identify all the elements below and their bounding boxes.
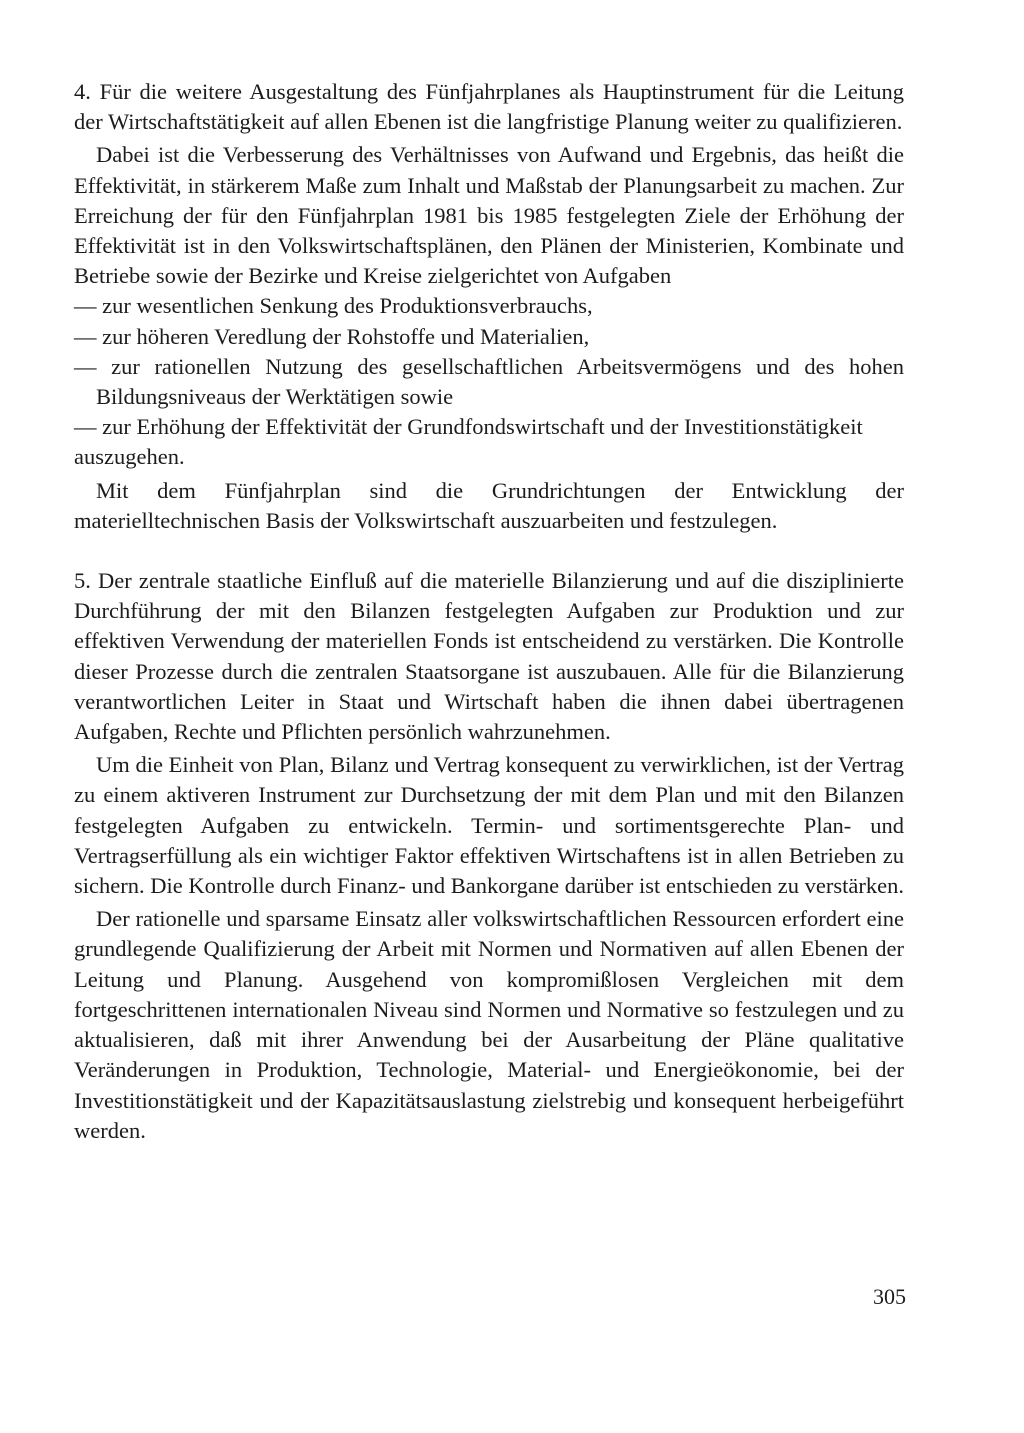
section-4-paragraph-3: Mit dem Fünfjahrplan sind die Grundrichtungen der Entwicklung der materielltechnischen Basis der Volkswirtschaft auszuarbeiten und festzulegen. — [74, 477, 904, 533]
list-item: — zur wesentlichen Senkung des Produktionsverbrauchs, — [74, 293, 593, 319]
list-item: — zur rationellen Nutzung des gesellschaftlichen Arbeitsvermögens und des hohen Bildungsniveaus der Werktätigen sowie — [74, 353, 904, 410]
section-4-list-closing: auszugehen. — [74, 444, 185, 470]
section-5-paragraph-2: Um die Einheit von Plan, Bilanz und Vertrag konsequent zu verwirklichen, ist der Vertrag zu einem aktiveren Instrument zur Durchsetzung der mit dem Plan und mit den Bilanzen festgelegten Aufgaben zu entwickeln. Termin- und sortimentsgerechte Plan- und Vertragserfüllung als ein wichtiger Faktor effektiven Wirtschaftens ist in allen Betrieben zu sichern. Die Kontrolle durch Finanz- und Bankorgane darüber ist entschieden zu verstärken. — [74, 752, 904, 899]
page-number: 305 — [873, 1284, 906, 1309]
section-5-paragraph-3: Der rationelle und sparsame Einsatz aller volkswirtschaftlichen Ressourcen erfordert eine grundlegende Qualifizierung der Arbeit mit Normen und Normativen auf allen Ebenen der Leitung und Planung. Ausgehend von kompromißlosen Vergleichen mit dem fortgeschrittenen internationalen Niveau sind Normen und Normative so festzulegen und zu aktualisieren, daß mit ihrer Anwendung bei der Ausarbeitung der Pläne qualitative Veränderungen in Produktion, Technologie, Material- und Energieökonomie, bei der Investitionstätigkeit und der Kapazitätsauslastung zielstrebig und konsequent herbeigeführt werden. — [74, 906, 904, 1143]
section-4-dash-list — [74, 291, 904, 442]
list-item: — zur höheren Veredlung der Rohstoffe und Materialien, — [74, 323, 590, 349]
list-item: — zur Erhöhung der Effektivität der Grundfondswirtschaft und der Investitionstätigkeit — [74, 414, 863, 440]
section-4-paragraph-1: 4. Für die weitere Ausgestaltung des Fünfjahrplanes als Hauptinstrument für die Leitung der Wirtschaftstätigkeit auf allen Ebenen ist die langfristige Planung weiter zu qualifizieren. — [74, 79, 904, 135]
document-page — [74, 77, 904, 1146]
section-5 — [74, 566, 904, 1146]
section-4-paragraph-2: Dabei ist die Verbesserung des Verhältnisses von Aufwand und Ergebnis, das heißt die Effektivität, in stärkerem Maße zum Inhalt und Maßstab der Planungsarbeit zu machen. Zur Erreichung der für den Fünfjahrplan 1981 bis 1985 festgelegten Ziele der Erhöhung der Effektivität ist in den Volkswirtschaftsplänen, den Plänen der Ministerien, Kombinate und Betriebe sowie der Bezirke und Kreise zielgerichtet von Aufgaben — [74, 142, 904, 289]
section-4 — [74, 77, 904, 536]
section-5-paragraph-1: 5. Der zentrale staatliche Einfluß auf die materielle Bilanzierung und auf die disziplinierte Durchführung der mit den Bilanzen festgelegten Aufgaben zur Produktion und zur effektiven Verwendung der materiellen Fonds ist entscheidend zu verstärken. Die Kontrolle dieser Prozesse durch die zentralen Staatsorgane ist auszubauen. Alle für die Bilanzierung verantwortlichen Leiter in Staat und Wirtschaft haben die ihnen dabei übertragenen Aufgaben, Rechte und Pflichten persönlich wahrzunehmen. — [74, 568, 904, 745]
